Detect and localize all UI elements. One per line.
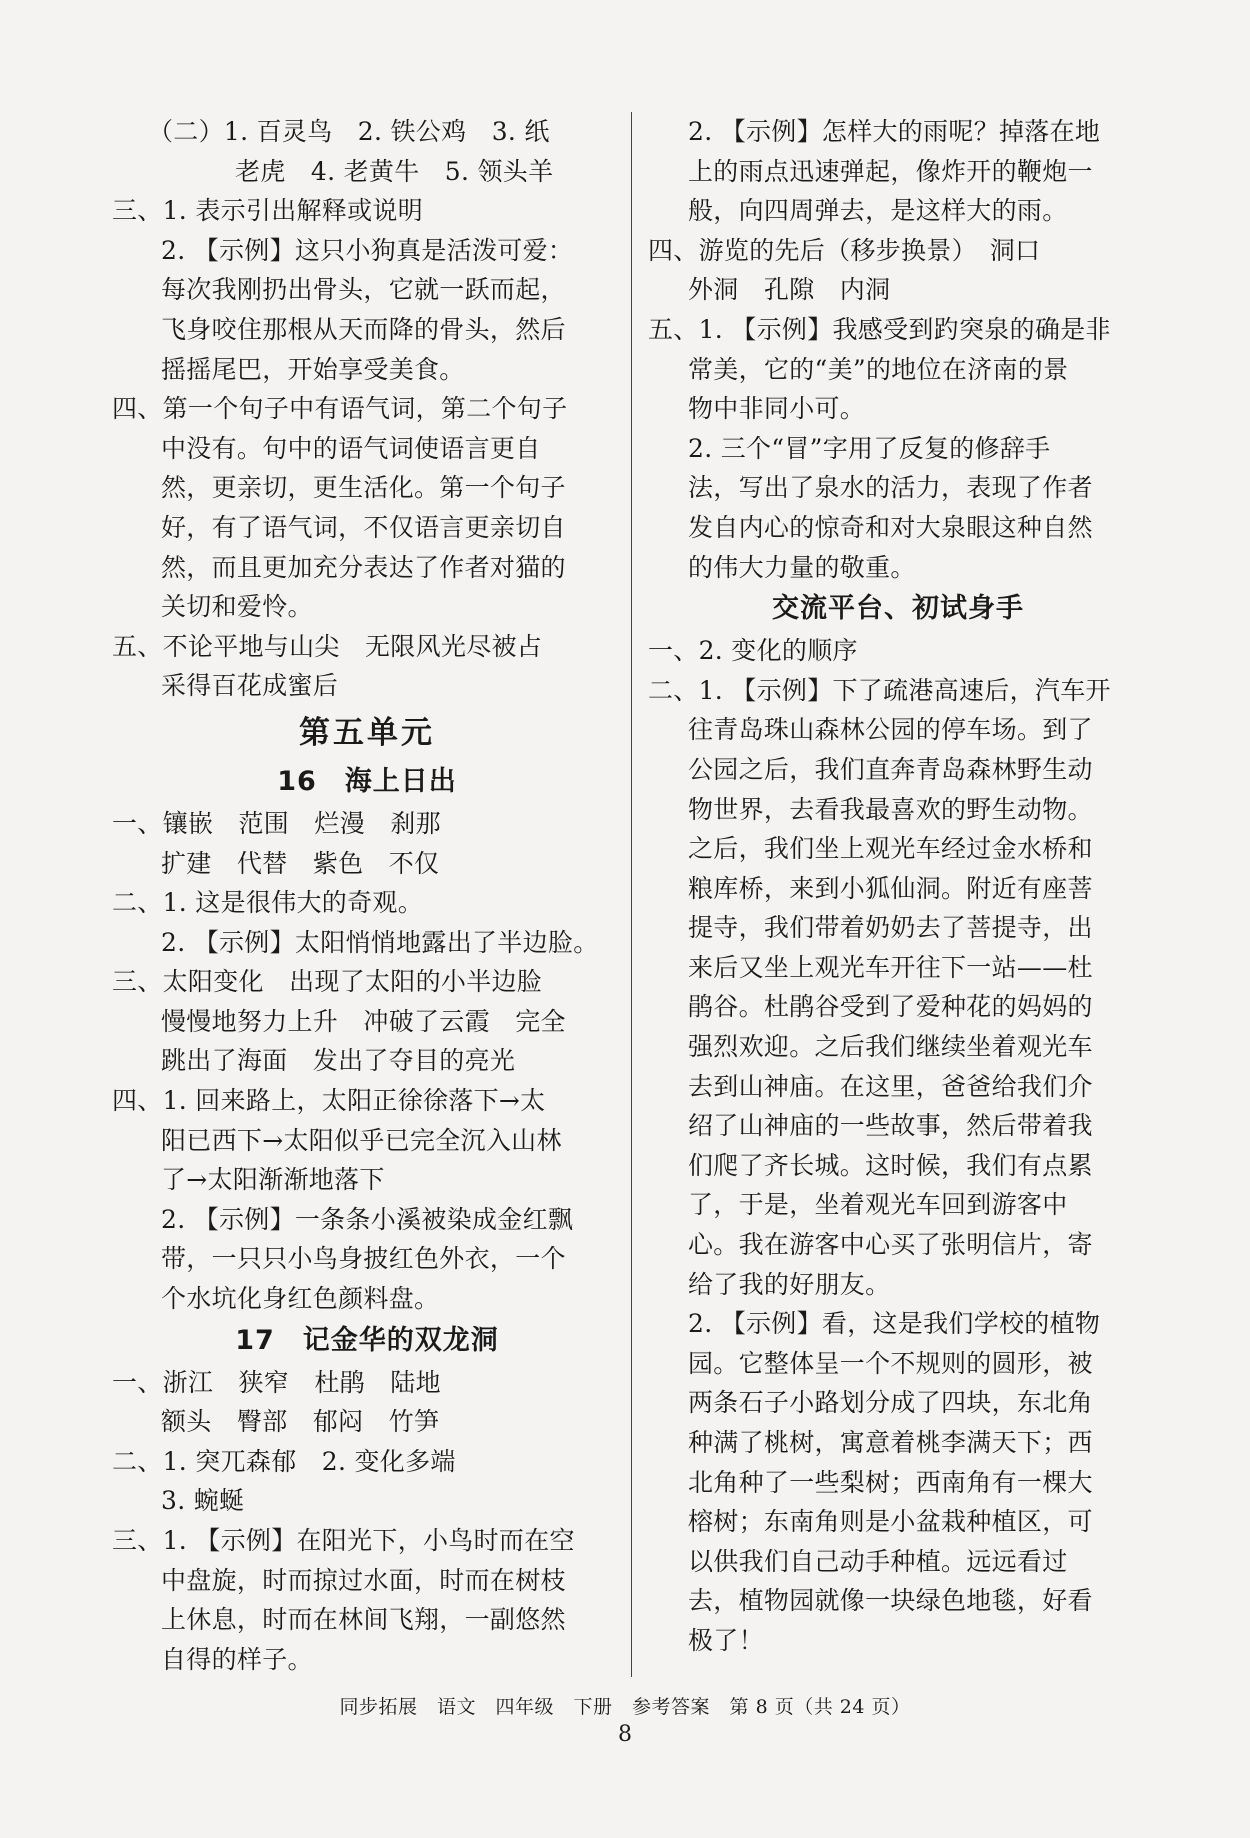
answer-line: 去，植物园就像一块绿色地毯，好看: [688, 1586, 1093, 1616]
answer-line: 一、2. 变化的顺序: [648, 636, 858, 666]
right-column: [648, 112, 1148, 1661]
answer-line: 物中非同小可。: [688, 394, 866, 424]
answer-line: 鹃谷。杜鹃谷受到了爱种花的妈妈的: [688, 992, 1093, 1022]
answer-line: 阳已西下→太阳似乎已完全沉入山林: [161, 1125, 562, 1155]
lesson-title: 交流平台、初试身手: [772, 593, 1024, 625]
answer-line: 四、第一个句子中有语气词，第二个句子: [112, 394, 568, 424]
answer-line: 然，而且更加充分表达了作者对猫的: [161, 552, 566, 582]
answer-line: 提寺，我们带着奶奶去了菩提寺，出: [688, 913, 1093, 943]
answer-line: 给了我的好朋友。: [688, 1269, 891, 1299]
answer-line: 三、1. 表示引出解释或说明: [112, 196, 424, 226]
page-footer: 同步拓展 语文 四年级 下册 参考答案 第 8 页（共 24 页）: [339, 1696, 911, 1718]
answer-line: 每次我刚扔出骨头，它就一跃而起，: [161, 275, 566, 305]
answer-line: 2. 【示例】太阳悄悄地露出了半边脸。: [161, 927, 599, 957]
answer-line: 来后又坐上观光车开往下一站——杜: [688, 952, 1093, 982]
answer-line: 三、1. 【示例】在阳光下，小鸟时而在空: [112, 1526, 575, 1555]
answer-line: 慢慢地努力上升 冲破了云霞 完全: [161, 1006, 566, 1036]
answer-line: 带，一只只小鸟身披红色外衣，一个: [161, 1244, 566, 1274]
answer-line: 发自内心的惊奇和对大泉眼这种自然: [688, 512, 1093, 542]
answer-line: 往青岛珠山森林公园的停车场。到了: [688, 715, 1093, 745]
left-column: [112, 112, 622, 1679]
answer-line: 园。它整体呈一个不规则的圆形，被: [688, 1348, 1093, 1378]
answer-line: 关切和爱怜。: [161, 592, 313, 622]
answer-line: 了，于是，坐着观光车回到游客中: [688, 1190, 1068, 1220]
answer-line: 自得的样子。: [161, 1644, 313, 1674]
answer-line: 强烈欢迎。之后我们继续坐着观光车: [688, 1032, 1093, 1062]
answer-line: 飞身咬住那根从天而降的骨头，然后: [161, 314, 566, 344]
answer-line: 常美，它的“美”的地位在济南的景: [688, 354, 1069, 384]
answer-line: 种满了桃树，寓意着桃李满天下；西: [688, 1428, 1093, 1457]
answer-line: 一、浙江 狭窄 杜鹃 陆地: [112, 1367, 441, 1397]
answer-line: 上的雨点迅速弹起，像炸开的鞭炮一: [688, 156, 1093, 186]
answer-line: 二、1. 【示例】下了疏港高速后，汽车开: [648, 675, 1111, 705]
answer-line: 2. 三个“冒”字用了反复的修辞手: [688, 433, 1051, 463]
answer-line: 两条石子小路划分成了四块，东北角: [688, 1388, 1093, 1418]
answer-line: 了→太阳渐渐地落下: [161, 1165, 385, 1195]
answer-line: 的伟大力量的敬重。: [688, 552, 916, 582]
answer-line: 物世界，去看我最喜欢的野生动物。: [688, 794, 1093, 824]
answer-line: 公园之后，我们直奔青岛森林野生动: [688, 754, 1093, 784]
answer-line: 扩建 代替 紫色 不仅: [161, 848, 440, 878]
answer-line: 然，更亲切，更生活化。第一个句子: [161, 473, 566, 503]
answer-line: 二、1. 这是很伟大的奇观。: [112, 888, 424, 918]
page-number: 8: [618, 1722, 632, 1747]
answer-line: 2. 【示例】看，这是我们学校的植物: [688, 1309, 1101, 1339]
answer-line: 五、不论平地与山尖 无限风光尽被占: [112, 631, 543, 661]
answer-line: 去到山神庙。在这里，爸爸给我们介: [688, 1071, 1093, 1101]
answer-line: 榕树；东南角则是小盆栽种植区，可: [688, 1507, 1093, 1537]
answer-line: 额头 臀部 郁闷 竹笋: [161, 1407, 440, 1437]
answer-line: 之后，我们坐上观光车经过金水桥和: [688, 834, 1093, 864]
lesson-title: 17 记金华的双龙洞: [235, 1324, 499, 1356]
answer-line: 采得百花成蜜后: [161, 671, 339, 701]
answer-line: 2. 【示例】怎样大的雨呢？掉落在地: [688, 117, 1101, 146]
answer-line: 粮库桥，来到小狐仙洞。附近有座菩: [688, 873, 1093, 903]
answer-line: 二、1. 突兀森郁 2. 变化多端: [112, 1446, 456, 1476]
answer-line: 上休息，时而在林间飞翔，一副悠然: [161, 1605, 566, 1635]
answer-line: 2. 【示例】这只小狗真是活泼可爱：: [161, 235, 574, 265]
answer-line: 好，有了语气词，不仅语言更亲切自: [161, 512, 566, 542]
answer-line: 般，向四周弹去，是这样大的雨。: [688, 196, 1068, 226]
answer-line: 3. 蜿蜒: [161, 1486, 245, 1516]
answer-line: 北角种了一些梨树；西南角有一棵大: [688, 1467, 1093, 1497]
column-divider: [631, 112, 632, 1677]
answer-line: 绍了山神庙的一些故事，然后带着我: [688, 1111, 1093, 1141]
answer-line: 极了！: [688, 1625, 764, 1655]
answer-line: 四、游览的先后（移步换景） 洞口: [648, 235, 1041, 265]
answer-line: 个水坑化身红色颜料盘。: [161, 1284, 440, 1314]
answer-line: 以供我们自己动手种植。远远看过: [688, 1546, 1068, 1576]
answer-line: 摇摇尾巴，开始享受美食。: [161, 354, 465, 384]
answer-line: 2. 【示例】一条条小溪被染成金红飘: [161, 1204, 574, 1234]
answer-line: 一、镶嵌 范围 烂漫 刹那: [112, 808, 441, 838]
answer-line: 外洞 孔隙 内洞: [688, 275, 891, 305]
answer-line: 中盘旋，时而掠过水面，时而在树枝: [161, 1565, 566, 1595]
answer-line: 跳出了海面 发出了夺目的亮光: [161, 1046, 516, 1076]
answer-line: 三、太阳变化 出现了太阳的小半边脸: [112, 967, 543, 997]
answer-line: 法，写出了泉水的活力，表现了作者: [688, 473, 1093, 503]
answer-line: 五、1. 【示例】我感受到趵突泉的确是非: [648, 314, 1111, 344]
answer-line: 中没有。句中的语气词使语言更自: [161, 433, 541, 463]
answer-line: 老虎 4. 老黄牛 5. 领头羊: [235, 156, 554, 186]
lesson-title: 16 海上日出: [277, 765, 457, 797]
answer-line: 四、1. 回来路上，太阳正徐徐落下→太: [112, 1086, 546, 1116]
answer-line: （二）1. 百灵鸟 2. 铁公鸡 3. 纸: [148, 117, 550, 146]
answer-line: 们爬了齐长城。这时候，我们有点累: [688, 1150, 1093, 1180]
answer-line: 心。我在游客中心买了张明信片，寄: [688, 1230, 1093, 1260]
unit-title: 第五单元: [299, 714, 435, 751]
